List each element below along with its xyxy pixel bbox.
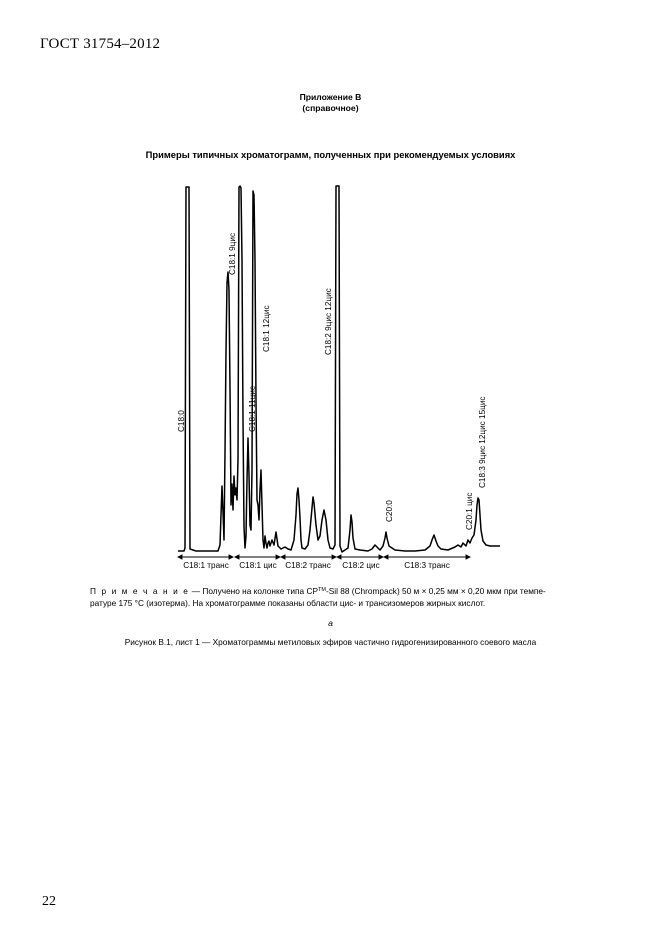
region-label-c18-1-trans: C18:1 транс xyxy=(183,561,229,570)
region-arrow-left xyxy=(384,555,388,559)
peak-label-c18-1-12cis: C18:1 12цис xyxy=(262,305,271,352)
page-number: 22 xyxy=(42,894,56,909)
chromatogram-trace xyxy=(178,186,500,552)
peak-label-c18-1-9cis: C18:1 9цис xyxy=(228,232,237,275)
note-text-part2: -Sil 88 (Chrompack) 50 м × 0,25 мм × 0,20 мкм при темпе- xyxy=(325,586,546,596)
region-arrow-right xyxy=(332,555,336,559)
note-text-part1: — Получено на колонке типа CP xyxy=(189,586,318,596)
region-arrow-left xyxy=(337,555,341,559)
peak-labels xyxy=(177,233,487,530)
region-brackets xyxy=(178,555,470,559)
region-arrow-right xyxy=(276,555,280,559)
figure-caption: Рисунок В.1, лист 1 — Хроматограммы метиловых эфиров частично гидрогенизированного соевого масла xyxy=(124,637,537,647)
region-label-c18-3-trans: C18:3 транс xyxy=(404,561,450,570)
region-arrow-left xyxy=(178,555,182,559)
annex-subtitle: (справочное) xyxy=(302,103,359,113)
note-line-1 xyxy=(90,585,610,597)
peak-label-c18-1-11cis: C18:1 11цис xyxy=(248,386,257,432)
note-lead: П р и м е ч а н и е xyxy=(90,586,190,596)
document-standard-header: ГОСТ 31754–2012 xyxy=(40,36,161,52)
region-arrow-right xyxy=(466,555,470,559)
peak-label-c18-3-9cis-12cis-15cis: C18:3 9цис 12цис 15цис xyxy=(478,396,487,488)
region-arrow-left xyxy=(235,555,239,559)
peak-label-c20-1-cis: C20:1 цис xyxy=(465,492,474,530)
chart-note xyxy=(90,585,610,609)
region-labels xyxy=(183,561,450,570)
region-arrow-left xyxy=(281,555,285,559)
annex-title: Приложение В xyxy=(299,92,362,102)
region-arrow-right xyxy=(229,555,233,559)
note-trademark: TM xyxy=(318,587,326,593)
region-label-c18-2-cis: C18:2 цис xyxy=(342,561,380,570)
region-arrow-right xyxy=(379,555,383,559)
section-title: Примеры типичных хроматограмм, полученных при рекомендуемых условиях xyxy=(145,149,516,160)
peak-label-c20-0: C20:0 xyxy=(385,500,394,522)
peak-label-c18-2-9cis-12cis: C18:2 9цис 12цис xyxy=(324,288,333,355)
peak-label-c18-0: C18:0 xyxy=(177,410,186,432)
region-label-c18-2-trans: C18:2 транс xyxy=(285,561,331,570)
figure-sublabel: а xyxy=(328,618,333,628)
region-label-c18-1-cis: C18:1 цис xyxy=(239,561,277,570)
note-line-2: ратуре 175 °С (изотерма). На хроматограмме показаны области цис- и трансизомеров жирных кислот. xyxy=(90,598,486,608)
